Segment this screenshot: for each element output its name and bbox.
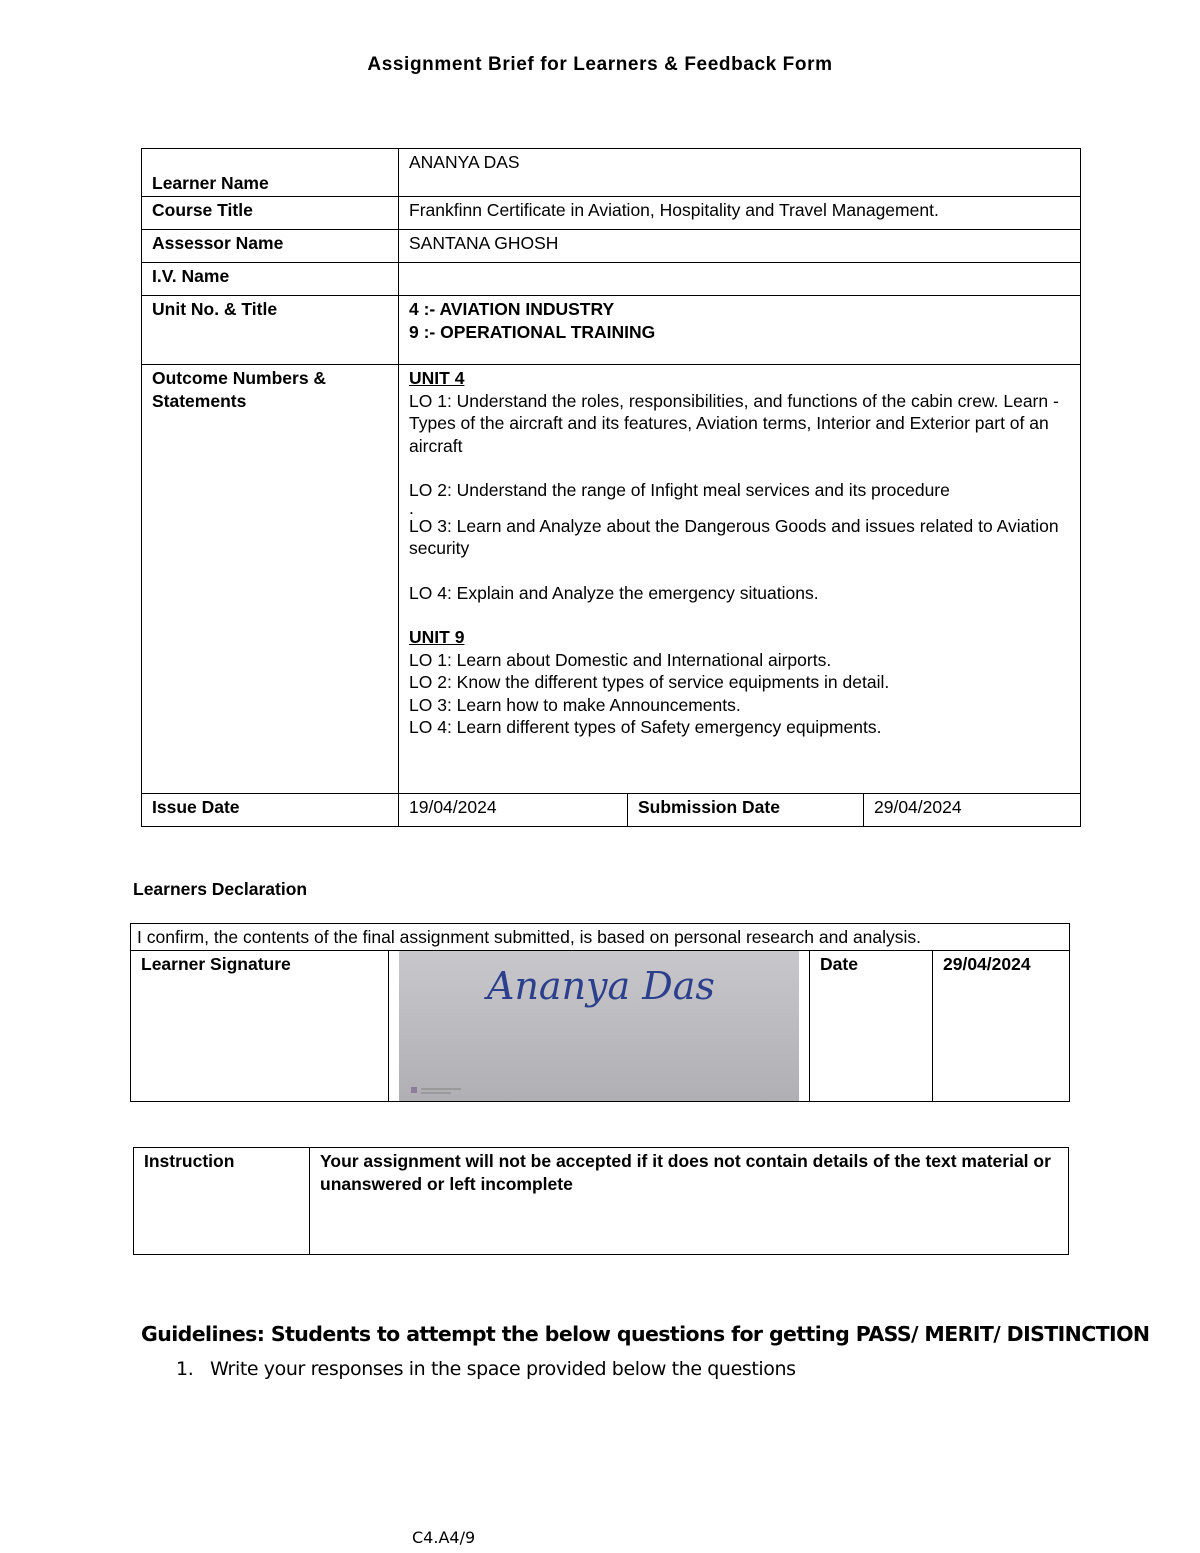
declaration-title: Learners Declaration <box>133 879 308 899</box>
unit9-heading: UNIT 9 <box>409 627 465 647</box>
unit4-lo3: LO 3: Learn and Analyze about the Dangerous Goods and issues related to Aviation security <box>409 515 1059 558</box>
page-title: Assignment Brief for Learners & Feedback Form <box>367 54 833 75</box>
declaration-date-value: 29/04/2024 <box>933 951 1070 1102</box>
declaration-signature-row <box>131 951 1070 1102</box>
unit4-heading: UNIT 4 <box>409 368 465 388</box>
assignment-brief-table <box>141 148 1081 827</box>
unit4-lo1: LO 1: Understand the roles, responsibilities, and functions of the cabin crew. Learn - Types of the aircraft and its features, Aviation terms, Interior and Exterior part of an aircraft <box>409 390 1059 456</box>
unit9-lo1: LO 1: Learn about Domestic and International airports. <box>409 649 832 670</box>
iv-name-row <box>142 263 1081 296</box>
instruction-label: Instruction <box>134 1148 310 1255</box>
issue-date-value: 19/04/2024 <box>399 794 628 827</box>
issue-date-label: Issue Date <box>142 794 399 827</box>
unit9-lo3: LO 3: Learn how to make Announcements. <box>409 694 741 715</box>
unit4-lo2: LO 2: Understand the range of Infight meal services and its procedure <box>409 480 950 500</box>
learner-name-row <box>142 149 1081 197</box>
unit-titles <box>399 296 1081 365</box>
submission-date-label: Submission Date <box>628 794 864 827</box>
submission-date-value: 29/04/2024 <box>864 794 1081 827</box>
dates-row <box>142 794 1081 827</box>
declaration-table <box>130 923 1070 1102</box>
unit-label: Unit No. & Title <box>142 296 399 365</box>
unit9-lo4: LO 4: Learn different types of Safety emergency equipments. <box>409 717 882 737</box>
instruction-text: Your assignment will not be accepted if it does not contain details of the text material or unanswered or left incomplete <box>310 1148 1069 1255</box>
unit-title-4: 4 :- AVIATION INDUSTRY <box>409 299 615 319</box>
guidelines-item-text: Write your responses in the space provided below the questions <box>210 1358 796 1380</box>
signature-image <box>399 951 799 1101</box>
signature-handwriting: Ananya Das <box>487 964 715 1008</box>
declaration-statement-row <box>131 924 1070 951</box>
learner-signature-label: Learner Signature <box>131 951 389 1102</box>
learner-signature-cell <box>389 951 810 1102</box>
unit4-lo4: LO 4: Explain and Analyze the emergency situations. <box>409 582 819 603</box>
outcomes-label <box>142 365 399 794</box>
page-footer-code: C4.A4/9 <box>412 1528 476 1547</box>
declaration-statement: I confirm, the contents of the final assignment submitted, is based on personal research and analysis. <box>131 924 1070 951</box>
course-title-row <box>142 197 1081 230</box>
guidelines-heading: Guidelines: Students to attempt the below questions for getting PASS/ MERIT/ DISTINCTION <box>141 1322 1150 1346</box>
outcomes-row <box>142 365 1081 794</box>
assessor-name-label: Assessor Name <box>142 230 399 263</box>
course-title-label: Course Title <box>142 197 399 230</box>
iv-name-value <box>399 263 1081 296</box>
outcomes-label-line1: Outcome Numbers & <box>152 368 327 388</box>
declaration-date-label: Date <box>810 951 933 1102</box>
outcomes-statements <box>399 365 1081 794</box>
unit4-dot: . <box>409 501 414 515</box>
learner-name-label: Learner Name <box>142 149 399 197</box>
unit-title-9: 9 :- OPERATIONAL TRAINING <box>409 321 656 342</box>
instruction-row <box>134 1148 1069 1255</box>
iv-name-label: I.V. Name <box>142 263 399 296</box>
unit9-lo2: LO 2: Know the different types of service equipments in detail. <box>409 672 890 692</box>
unit-row <box>142 296 1081 365</box>
learner-name-value: ANANYA DAS <box>399 149 1081 197</box>
assessor-name-value: SANTANA GHOSH <box>399 230 1081 263</box>
assessor-name-row <box>142 230 1081 263</box>
outcomes-label-line2: Statements <box>152 390 247 411</box>
guidelines-item-number: 1. <box>176 1358 194 1380</box>
guidelines-item <box>176 1358 796 1380</box>
instruction-table <box>133 1147 1069 1255</box>
course-title-value: Frankfinn Certificate in Aviation, Hospitality and Travel Management. <box>399 197 1081 230</box>
